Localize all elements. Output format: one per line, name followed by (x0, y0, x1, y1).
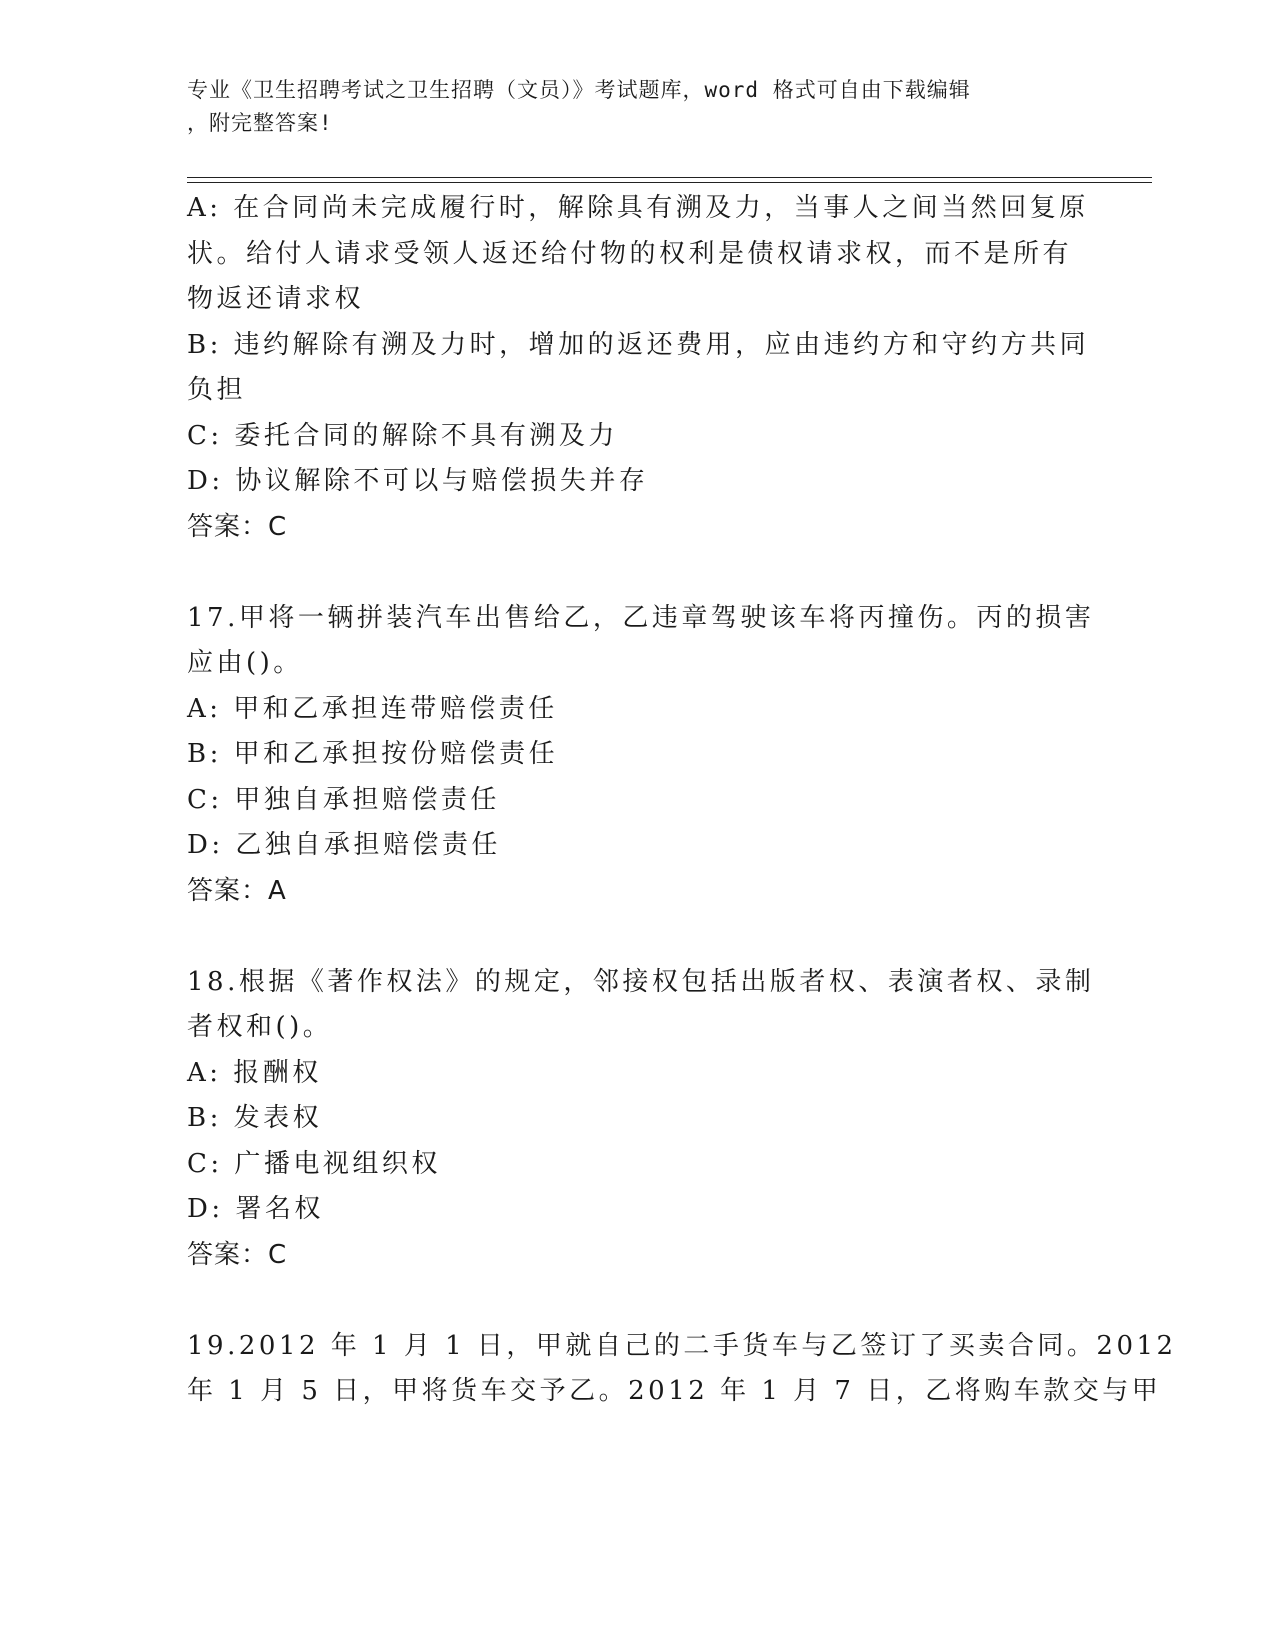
q18-stem-line-2: 者权和()。 (187, 1012, 333, 1042)
q16-option-a-line-3: 物返还请求权 (187, 284, 365, 314)
q16-option-c: C: 委托合同的解除不具有溯及力 (187, 420, 618, 451)
q16-option-b-line-2: 负担 (187, 375, 247, 405)
q16-option-b-line-1: B: 违约解除有溯及力时，增加的返还费用，应由违约方和守约方共同 (187, 329, 1090, 360)
header-line-2: ，附完整答案! (187, 111, 333, 135)
question-18-block (187, 960, 1095, 1279)
q18-option-c: C: 广播电视组织权 (187, 1148, 441, 1179)
question-16-block (187, 186, 1090, 550)
q19-stem-line-2: 年 1 月 5 日，甲将货车交予乙。2012 年 1 月 7 日，乙将购车款交与甲 (187, 1376, 1162, 1406)
header-divider-bottom (187, 182, 1152, 183)
q16-answer: 答案：C (187, 511, 288, 542)
page-header (187, 74, 1067, 140)
question-19-block (187, 1324, 1177, 1415)
spacer (187, 550, 1087, 596)
q16-option-a-line-1: A: 在合同尚未完成履行时，解除具有溯及力，当事人之间当然回复原 (187, 193, 1089, 223)
q18-answer: 答案：C (187, 1239, 288, 1270)
spacer (187, 1278, 1087, 1324)
q18-option-d: D: 署名权 (187, 1194, 324, 1224)
q16-option-d: D: 协议解除不可以与赔偿损失并存 (187, 466, 649, 496)
q17-option-c: C: 甲独自承担赔偿责任 (187, 784, 500, 815)
q17-answer: 答案：A (187, 875, 287, 906)
question-17-block (187, 596, 1095, 915)
q17-stem-line-2: 应由()。 (187, 648, 303, 678)
q19-stem-line-1: 19.2012 年 1 月 1 日，甲就自己的二手货车与乙签订了买卖合同。2012 (187, 1330, 1177, 1361)
q18-option-b: B: 发表权 (187, 1103, 323, 1133)
q17-option-b: B: 甲和乙承担按份赔偿责任 (187, 739, 559, 769)
q17-option-d: D: 乙独自承担赔偿责任 (187, 830, 501, 860)
q17-stem-line-1: 17.甲将一辆拼装汽车出售给乙，乙违章驾驶该车将丙撞伤。丙的损害 (187, 602, 1095, 633)
spacer (187, 914, 1087, 960)
q17-option-a: A: 甲和乙承担连带赔偿责任 (187, 693, 558, 724)
q16-option-a-line-2: 状。给付人请求受领人返还给付物的权利是债权请求权，而不是所有 (187, 238, 1073, 269)
q18-stem-line-1: 18.根据《著作权法》的规定，邻接权包括出版者权、表演者权、录制 (187, 966, 1095, 997)
header-line-1: 专业《卫生招聘考试之卫生招聘（文员）》考试题库，word 格式可自由下载编辑 (187, 78, 971, 102)
question-body (187, 186, 1177, 1415)
q18-option-a: A: 报酬权 (187, 1057, 322, 1088)
header-divider-top (187, 177, 1152, 178)
